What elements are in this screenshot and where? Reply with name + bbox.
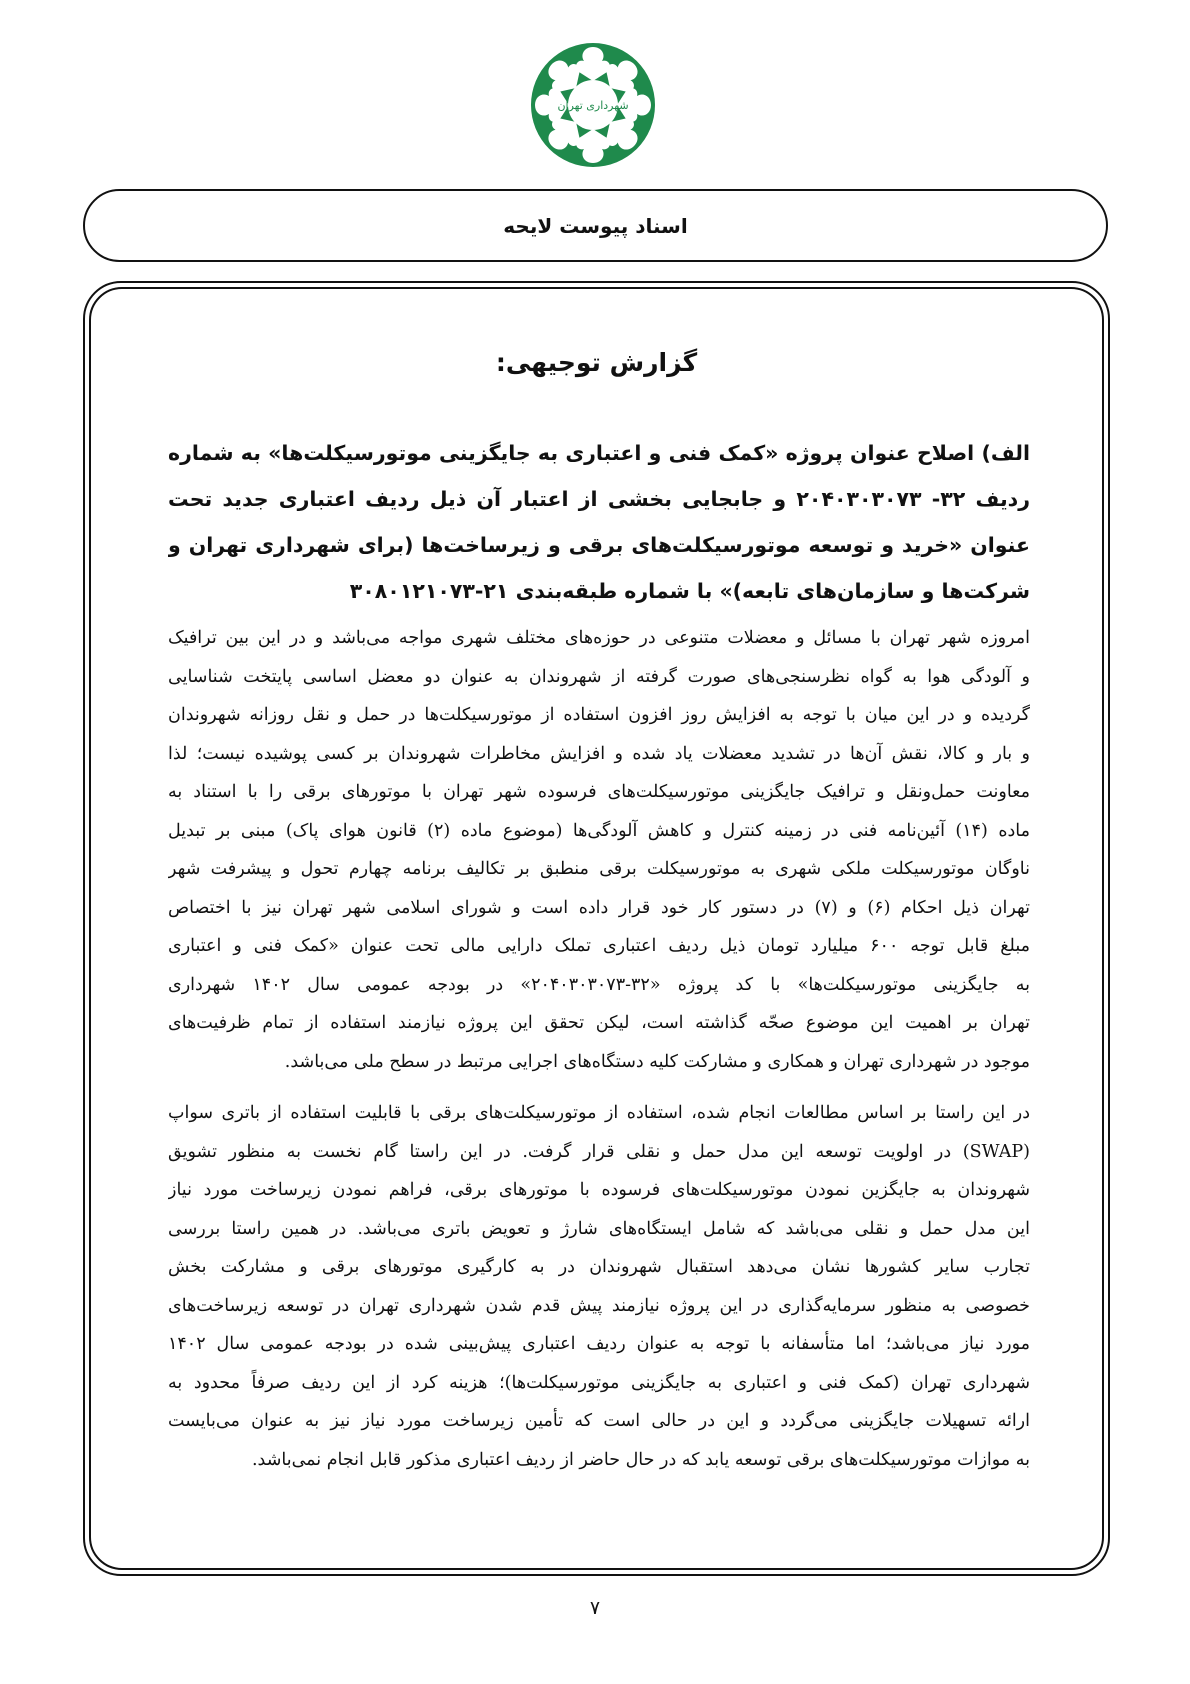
paragraph-line: مبلغ قابل توجه ۶۰۰ میلیارد تومان ذیل ردیف اعتباری تملک دارایی مالی تحت عنوان «کمک فنی و اعتباری: [168, 936, 1030, 956]
paragraph-line: امروزه شهر تهران با مسائل و معضلات متنوعی در حوزه‌های مختلف شهری مواجه می‌باشد و در این بین ترافیک: [168, 628, 1030, 648]
svg-text:شهرداری تهران: شهرداری تهران: [557, 99, 629, 112]
paragraph-line: معاونت حمل‌ونقل و ترافیک جایگزینی موتورسیکلت‌های فرسوده شهر تهران با موتورهای برقی را با استناد به: [168, 782, 1030, 802]
section-heading-line: ردیف ۳۲- ۲۰۴۰۳۰۳۰۷۳ و جابجایی بخشی از اعتبار آن ذیل ردیف اعتباری جدید تحت: [168, 487, 1030, 511]
paragraph-line: و آلودگی هوا به گواه نظرسنجی‌های صورت گرفته از شهروندان به عنوان دو معضل اساسی پایتخت شناسایی: [168, 666, 1030, 687]
paragraph-line: تهران بر اهمیت این موضوع صحّه گذاشته است، لیکن تحقق این پروژه نیازمند استفاده از تمام ظرفیت‌های: [168, 1013, 1030, 1033]
paragraph-line: به موازات موتورسیکلت‌های برقی توسعه یابد که در حال حاضر از ردیف اعتباری مذکور قابل انجام نمی‌باشد.: [251, 1449, 1030, 1470]
section-heading-line: شرکت‌ها و سازمان‌های تابعه)» با شماره طبقه‌بندی ۲۱-۳۰۸۰۱۲۱۰۷۳: [349, 579, 1030, 603]
paragraph-line: گردیده و در این میان با توجه به افزایش روز افزون استفاده از موتورسیکلت‌ها در حمل و نقل روزانه شهروندان: [168, 705, 1030, 725]
paragraph-line: تجارب سایر کشورها نشان می‌دهد استقبال شهروندان در به کارگیری موتورهای برقی و مشارکت بخش: [168, 1257, 1030, 1277]
header-title: اسناد پیوست لایحه: [503, 213, 688, 238]
paragraph-line: خصوصی به منظور سرمایه‌گذاری در این پروژه نیازمند پیش قدم شدن شهرداری تهران در توسعه زیرساخت‌های: [168, 1295, 1030, 1316]
paragraph-line: شهرداری تهران (کمک فنی و اعتباری به جایگزینی موتورسیکلت‌ها)؛ هزینه کرد از این ردیف صرفاً محدود به: [168, 1372, 1030, 1393]
page-number: ۷: [589, 1597, 601, 1619]
paragraph-line: ارائه تسهیلات جایگزینی می‌گردد و این در حالی است که تأمین زیرساخت مورد نیاز نیز به عنوان می‌بایست: [168, 1411, 1030, 1431]
paragraph-line: ماده (۱۴) آئین‌نامه فنی در زمینه کنترل و کاهش آلودگی‌ها (موضوع ماده (۲) قانون هوای پاک) مبنی بر تبدیل: [168, 820, 1030, 841]
paragraph-line: در این راستا بر اساس مطالعات انجام شده، استفاده از موتورسیکلت‌های برقی با قابلیت استفاده از باتری سواپ: [168, 1103, 1030, 1123]
paragraph-line: این مدل حمل و نقلی می‌باشد که شامل ایستگاه‌های شارژ و تعویض باتری می‌باشد. در همین راستا بررسی: [168, 1218, 1030, 1239]
paragraph-line: شهروندان به جایگزین نمودن موتورسیکلت‌های فرسوده با موتورهای برقی، فراهم نمودن زیرساخت مورد نیاز: [168, 1180, 1030, 1200]
paragraph-line: موجود در شهرداری تهران و همکاری و مشارکت کلیه دستگاه‌های اجرایی مرتبط در سطح ملی می‌باشد.: [284, 1051, 1030, 1072]
tehran-municipality-logo-icon: [527, 36, 659, 174]
section-heading-line: الف) اصلاح عنوان پروژه «کمک فنی و اعتباری به جایگزینی موتورسیکلت‌ها» به شماره: [168, 441, 1030, 465]
paragraph-line: و بار و کالا، نقش آن‌ها در تشدید معضلات یاد شده و افزایش مخاطرات شهروندان بر کسی پوشیده نیست؛ لذا: [168, 743, 1030, 764]
paragraph-line: تهران ذیل احکام (۶) و (۷) در دستور کار خود قرار داده است و شورای اسلامی شهر تهران نیز با اختصاص: [168, 897, 1030, 918]
section-heading-line: عنوان «خرید و توسعه موتورسیکلت‌های برقی و زیرساخت‌ها (برای شهرداری تهران و: [168, 533, 1030, 557]
header-banner: [83, 189, 1108, 262]
paragraph-line: (SWAP) در اولویت توسعه این مدل حمل و نقلی قرار گرفت. در این راستا گام نخست به منظور تشویق: [168, 1141, 1030, 1162]
paragraph-line: به جایگزینی موتورسیکلت‌ها» با کد پروژه «۳۲-۲۰۴۰۳۰۳۰۷۳» در بودجه عمومی سال ۱۴۰۲ شهرداری: [168, 974, 1030, 995]
paragraph-1: [168, 619, 1030, 1081]
section-heading: [168, 430, 1030, 614]
paragraph-line: ناوگان موتورسیکلت ملکی شهری به موتورسیکلت برقی منطبق بر تکالیف برنامه چهارم تحول و پیشرفت شهر: [168, 859, 1030, 879]
paragraph-2: [168, 1094, 1030, 1479]
report-title: گزارش توجیهی:: [495, 348, 698, 377]
paragraph-line: مورد نیاز می‌باشد؛ اما متأسفانه با توجه به عنوان ردیف اعتباری پیش‌بینی شده در بودجه عمومی سال ۱۴۰۲: [168, 1334, 1030, 1354]
